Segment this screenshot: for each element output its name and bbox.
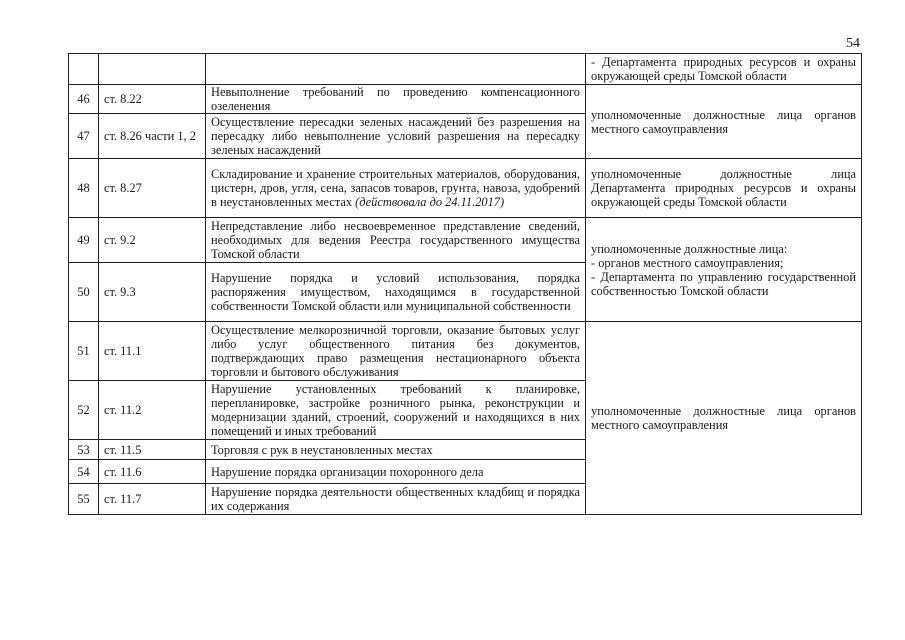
description-cell: Нарушение установленных требований к планировке, перепланировке, застройке розничного рынка, реконструкции и модернизации зданий, строений, сооружений и находящихся в них помещений и иных требований	[206, 381, 586, 440]
page-number: 54	[846, 36, 860, 51]
description-cell: Торговля с рук в неустановленных местах	[206, 440, 586, 460]
row-number: 54	[69, 460, 99, 484]
description-cell: Нарушение порядка организации похоронного дела	[206, 460, 586, 484]
description-cell: Осуществление мелкорозничной торговли, оказание бытовых услуг либо услуг общественного питания без документов, подтверждающих право размещения нестационарного объекта торговли и бытового обслуживания	[206, 322, 586, 381]
description-cell: Нарушение порядка и условий использования, порядка распоряжения имуществом, находящимся в государственной собственности Томской области или муниципальной собственности	[206, 263, 586, 322]
authority-cell: - Департамента природных ресурсов и охраны окружающей среды Томской области	[586, 54, 862, 85]
table-row	[69, 85, 862, 114]
empty-cell	[99, 54, 206, 85]
row-number: 49	[69, 218, 99, 263]
article-cell: ст. 11.2	[99, 381, 206, 440]
article-cell: ст. 11.1	[99, 322, 206, 381]
article-cell: ст. 8.22	[99, 85, 206, 114]
empty-cell	[206, 54, 586, 85]
row-number: 46	[69, 85, 99, 114]
article-cell: ст. 11.6	[99, 460, 206, 484]
description-cell: Нарушение порядка деятельности общественных кладбищ и порядка их содержания	[206, 484, 586, 515]
row-number: 53	[69, 440, 99, 460]
article-cell: ст. 9.3	[99, 263, 206, 322]
row-number: 55	[69, 484, 99, 515]
table-row	[69, 322, 862, 381]
article-cell: ст. 9.2	[99, 218, 206, 263]
authority-item: - Департамента по управлению государственной собственностью Томской области	[591, 269, 856, 298]
row-number: 48	[69, 159, 99, 218]
article-cell: ст. 8.26 части 1, 2	[99, 114, 206, 159]
validity-note: (действовала до 24.11.2017)	[355, 195, 505, 209]
authority-item: - органов местного самоуправления;	[591, 255, 784, 270]
description-text: Складирование и хранение строительных материалов, оборудования, цистерн, дров, угля, сена, запасов товаров, грунта, навоза, удобрений в неустановленных местах	[211, 167, 580, 209]
description-cell: Непредставление либо несвоевременное представление сведений, необходимых для ведения Реестра государственного имущества Томской области	[206, 218, 586, 263]
article-cell: ст. 8.27	[99, 159, 206, 218]
row-number: 52	[69, 381, 99, 440]
empty-cell	[69, 54, 99, 85]
article-cell: ст. 11.5	[99, 440, 206, 460]
table-row	[69, 54, 862, 85]
authority-title: уполномоченные должностные лица:	[591, 241, 788, 256]
authority-cell: уполномоченные должностные лица органов местного самоуправления	[586, 322, 862, 515]
authority-cell: уполномоченные должностные лица органов местного самоуправления	[586, 85, 862, 159]
authority-cell	[586, 218, 862, 322]
row-number: 51	[69, 322, 99, 381]
description-cell: Осуществление пересадки зеленых насаждений без разрешения на пересадку либо невыполнение условий разрешения на пересадку зеленых насаждений	[206, 114, 586, 159]
article-cell: ст. 11.7	[99, 484, 206, 515]
offenses-table	[68, 53, 862, 515]
authority-cell: уполномоченные должностные лица Департамента природных ресурсов и охраны окружающей среды Томской области	[586, 159, 862, 218]
table-row	[69, 159, 862, 218]
row-number: 47	[69, 114, 99, 159]
description-cell: Невыполнение требований по проведению компенсационного озеленения	[206, 85, 586, 114]
table-row	[69, 218, 862, 263]
row-number: 50	[69, 263, 99, 322]
description-cell	[206, 159, 586, 218]
